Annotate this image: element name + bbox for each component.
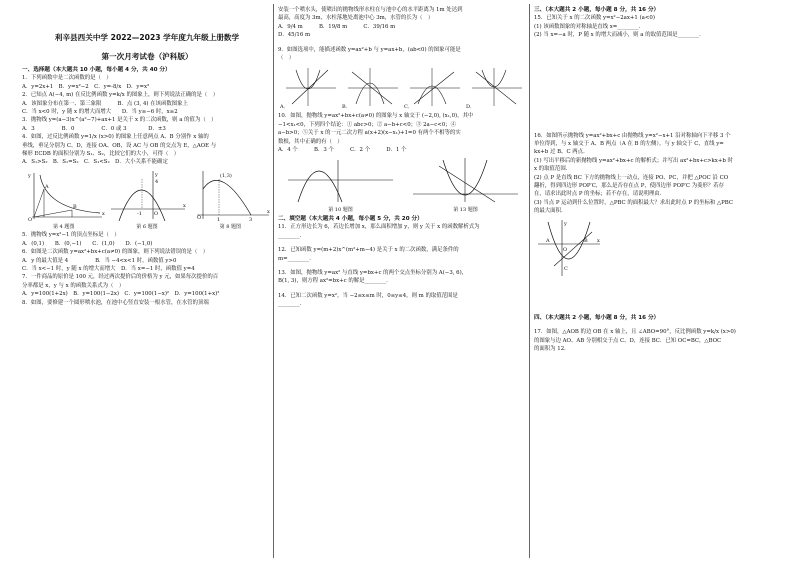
question-16-text: 单位得到，与 x 轴交于 A、B 两点（A 在 B 的左侧），与 y 轴交于 C，直线 y= [534, 141, 724, 148]
question-10-options: A．4 个 B．3 个 C．2 个 D．1 个 [278, 147, 407, 154]
point-label: A [45, 183, 49, 190]
axis-label: x [597, 237, 600, 244]
column-1 [22, 6, 272, 307]
axis-label: y [28, 172, 31, 179]
section-heading: 三、（本大题共 2 小题，每小题 8 分，共 16 分） [534, 7, 660, 13]
figure-caption: 第 13 题图 [453, 207, 478, 214]
question-16-part-2: (2) 点 P 是直线 BC 下方的抛物线上一动点，连接 PO、PC，并把 △POC 沿 CO [534, 174, 729, 181]
axis-label: x [266, 208, 270, 215]
question-2: 2．已知点 A(−4, m) 在反比例函数 y=k/x 的图象上，则下列说法正确的是（ ） [22, 92, 219, 99]
section-heading: 二、填空题（本大题共 4 小题，每小题 5 分，共 20 分） [278, 215, 423, 222]
column-2 [278, 6, 528, 309]
question-1-options: A．y=2x+1 B．y=x²−2 C．y=-8/x D．y=x³ [22, 83, 150, 90]
figure-q6 [105, 169, 188, 221]
figure-caption: 第 8 题图 [219, 223, 241, 230]
question-17-text: 的面积为 12． [534, 345, 570, 352]
question-15: 15．已知关于 x 的二次函数 y=x²−2ax+1 (a<0) [534, 15, 655, 22]
origin-label: O [563, 246, 568, 253]
option-label: A． [280, 104, 289, 111]
question-16: 16．如图所示抛物线 y=ax²+bx+c 由抛物线 y=x²−x+1 沿对称轴向下平移 3 个 [534, 132, 731, 139]
question-1: 1．下列函数中是二次函数的是（ ） [22, 75, 112, 82]
figure-q4 [22, 169, 105, 221]
figure-q10 [278, 156, 403, 204]
question-12: 12．已知函数 y=(m+2)x^(m²+m−4) 是关于 x 的二次函数，满足条件的 [278, 247, 459, 254]
question-9-text: （ ） [278, 55, 295, 62]
point-label: (1,3) [219, 172, 232, 179]
question-16-part-2: 翻折，得到四边形 POP′C，那么是否存在点 P，使四边形 POP′C 为菱形？若存 [534, 183, 725, 190]
axis-label: y [155, 171, 159, 178]
point-label: B [73, 203, 77, 210]
question-9: 9．如图选项中，能描述函数 y=ax²+b 与 y=ax+b，(ab<0) 的图象可能是 [278, 46, 461, 53]
column-3 [534, 6, 782, 353]
question-7-text: 分率都是 x，y 与 x 的函数关系式为（ ） [22, 282, 125, 289]
question-8-options: D．45/16 m [278, 32, 311, 39]
question-15-part-2: (2) 当 x=−a 时，P 随 x 的增大而减小，则 a 的取值范围是________． [534, 32, 705, 39]
exam-title-line1: 利辛县西关中学 2022—2023 学年度九年级上册数学 [54, 33, 240, 42]
question-5-options: A．(0,1) B．(0,−1) C．(1,0) D．(−1,0) [22, 240, 153, 247]
figure-q9-c [402, 64, 464, 110]
question-14: 14．已知二次函数 y=x²，当 −2≤x≤m 时，0≤y≤4，则 m 的取值范围是 [278, 292, 458, 299]
question-11: 11．正方形边长为 6，若边长增加 x，那么面积增加 y，则 y 关于 x 的函数解析式为 [278, 224, 480, 231]
question-17: 17．如图，△AOB 的边 OB 在 x 轴上，且 ∠ABO=90°，反比例函数 y=k/x (x>0) [534, 329, 736, 336]
answer-blank: ________． [278, 232, 305, 239]
option-label: C． [404, 104, 413, 111]
question-2-options: A．该图象分布在第一、第三象限 B．点 (3, 4) 在该函数图象上 [22, 100, 188, 107]
tick-label: 1 [216, 216, 220, 221]
figure-captions [22, 223, 272, 231]
figure-q8 [189, 169, 272, 221]
figure-caption: 第 4 题图 [52, 223, 75, 230]
tick-label: 4 [155, 178, 159, 185]
question-10-text: a−b>0；⑤关于 x 的一元二次方程 a(x+2)(x−x₁)+1=0 有两个不相等的实 [278, 130, 461, 137]
option-label: B． [342, 104, 351, 111]
question-10: 10．如图，抛物线 y=ax²+bx+c(a≠0) 的图象与 x 轴交于 (−2,0), (x₁,0)，其中 [278, 113, 474, 120]
answer-blank: m=________． [278, 255, 315, 262]
question-8-text: 安装一个喷水头，使喷出的抛物线形水柱在与池中心的水平距离为 1m 处达到 [278, 7, 463, 13]
origin-label: O [154, 210, 159, 217]
figure-row [534, 218, 782, 278]
question-7: 7．一件商品的原价是 100 元，经过两次提价后的价格为 y 元，如果每次提价的百 [22, 274, 219, 281]
tick-label: -1 [137, 210, 143, 217]
question-10-text: −1<x₁<0，下列四个结论：① abc>0；② a−b+c<0；③ 2a−c<0；④ [278, 121, 457, 128]
point-label: C [564, 265, 568, 272]
question-8-options: A．9/4 m B．19/8 m C．39/16 m [278, 23, 396, 30]
question-9-figures [278, 64, 528, 110]
question-16-text: kx+b 过 B、C 两点． [534, 149, 589, 156]
question-5: 5．抛物线 y=x²−1 的顶点坐标是（ ） [22, 232, 120, 239]
tick-label: 3 [248, 216, 252, 221]
question-6: 6．如图是二次函数 y=ax²+bx+c(a≠0) 的图象，则下列说法错误的是（ ） [22, 249, 209, 256]
figure-row [22, 169, 272, 221]
figure-captions [278, 206, 528, 214]
section-heading: 四、（本大题共 2 小题，每小题 8 分，共 16 分） [534, 314, 660, 321]
question-16-part-3: (3) 当点 P 运动到什么位置时，△PBC 的面积最大？求出此时点 P 的坐标和 △PBC [534, 199, 733, 206]
question-4: 4．如图，过反比例函数 y=1/x (x>0) 的图象上任意两点 A、B 分别作 x 轴的 [22, 134, 209, 141]
question-10-text: 数根，其中正确的有（ ） [278, 138, 343, 145]
question-4-options: A．S₁>S₂ B．S₁=S₂ C．S₁<S₂ D．大小关系不能确定 [22, 159, 168, 166]
question-4-text: 梯形 ECDB 的面积分别为 S₁、S₂，比较它们的大小，可得（ ） [22, 151, 180, 158]
axis-label: x [183, 202, 187, 209]
question-16-part-1: (1) 写出平移后的新抛物线 y=ax²+bx+c 的解析式；并写出 ax²+bx+c>kx+b 时 [534, 157, 733, 164]
question-16-part-1: x 的取值范围． [534, 166, 572, 173]
origin-label: O [196, 214, 201, 221]
question-4-text: 垂线，垂足分别为 C、D，连接 OA、OB，设 AC 与 OB 的交点为 E，△AOE 与 [22, 142, 217, 149]
figure-caption: 第 10 题图 [328, 207, 353, 214]
question-7-options: A．y=100(1+2x) B．y=100(1−2x) C．y=100(1−x)² D．y=100(1+x)² [22, 291, 220, 298]
section-heading: 一、选择题（本大题共 10 小题，每小题 4 分，共 40 分） [22, 67, 171, 73]
question-2-options: C．当 x<0 时，y 随 x 的增大而增大 D．当 y≥−6 时，x≥2 [22, 109, 178, 116]
axis-label: y [564, 220, 567, 227]
figure-q9-b [340, 64, 402, 110]
column-divider [273, 4, 274, 558]
question-3-options: A．3 B．0 C．0 或 3 D．±3 [22, 125, 166, 132]
figure-q9-d [464, 64, 526, 110]
question-13: 13．如图，抛物线 y=ax² 与直线 y=bx+c 的两个交点坐标分别为 A(−3, 6)， [278, 269, 468, 276]
option-label: D． [466, 104, 476, 111]
answer-blank: ________． [278, 301, 305, 308]
figure-q13 [403, 156, 528, 204]
question-15-part-1: (1) 该函数图象的对称轴是直线 x=________． [534, 23, 645, 30]
axis-label: x [102, 210, 105, 217]
question-8-text: 最高，高度为 3m，水柱落地处离池中心 3m，水管的长为（ ） [278, 15, 434, 22]
figure-row [278, 156, 528, 204]
question-6-options: C．当 x<−1 时，y 随 x 的增大而增大 D．当 x=−1 时，函数值 y=4 [22, 265, 195, 272]
question-16-part-3: 的最大面积． [534, 208, 567, 215]
origin-label: O [28, 216, 33, 221]
figure-q16 [534, 218, 604, 278]
question-16-part-2: 在，请求出此时点 P 的坐标；若不存在，请说明理由． [534, 191, 666, 198]
column-divider [529, 4, 530, 558]
question-17-text: 的图象与边 AO、AB 分别相交于点 C、D，连接 BC．已知 OC=BC，△BOC [534, 337, 722, 344]
question-3: 3．抛物线 y=(a−3)x^(a²−7)+ax+1 是关于 x 的二次函数，则 a 的值为（ ） [22, 117, 217, 124]
question-13-text: B(1, 3)，则方程 ax²=bx+c 的解是________． [278, 278, 392, 285]
figure-q9-a [278, 64, 340, 110]
figure-caption: 第 6 题图 [136, 223, 158, 230]
exam-title-line2: 第一次月考试卷（沪科版） [101, 52, 193, 61]
point-label: A [546, 237, 550, 244]
question-8: 8．如图，要修建一个圆形喷水池，在池中心竖直安装一根水管，在水管的顶端 [22, 299, 209, 306]
point-label: B [584, 237, 588, 244]
question-6-options: A．y 的最大值是 4 B．当 −4<x<1 时，函数值 y>0 [22, 257, 177, 264]
